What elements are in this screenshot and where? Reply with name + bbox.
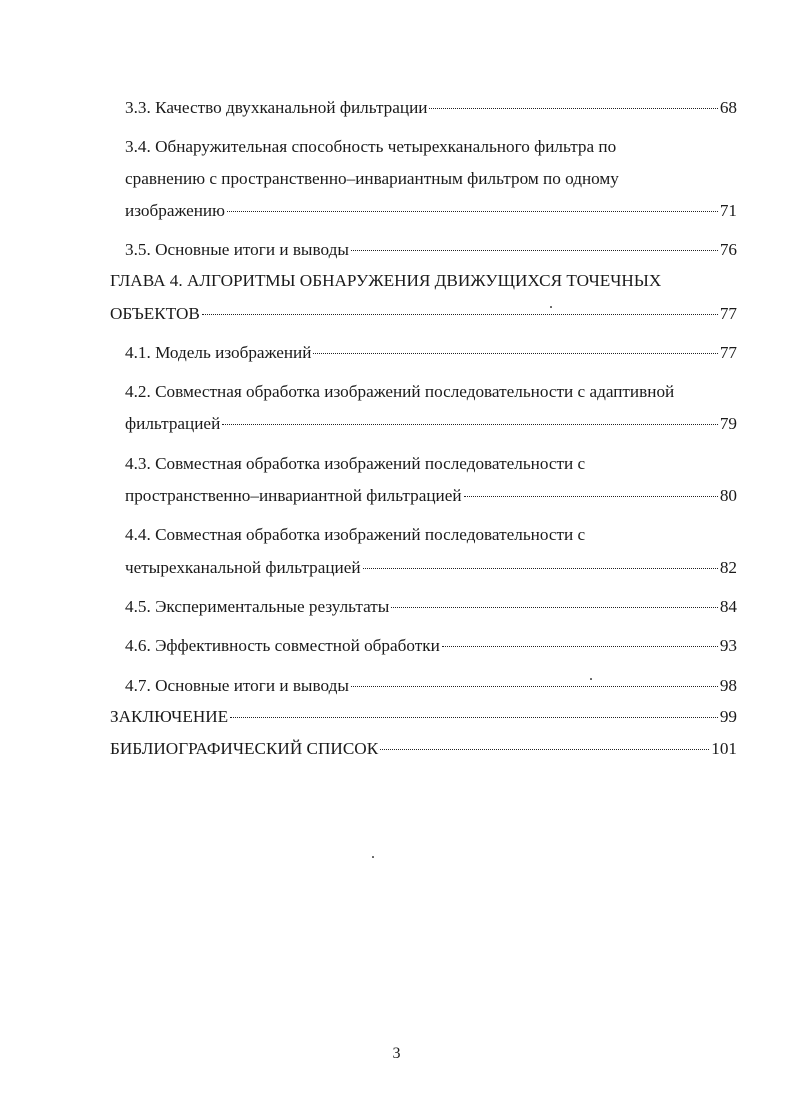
- toc-title: ОБЪЕКТОВ: [110, 304, 200, 323]
- toc-entry-4-1[interactable]: [125, 340, 737, 366]
- toc-entry-3-4-line-3[interactable]: [125, 198, 737, 224]
- toc-entry-4-7[interactable]: [125, 673, 737, 699]
- toc-title: фильтрацией: [125, 414, 221, 433]
- toc-entry-4-2-line-2[interactable]: [125, 411, 737, 437]
- toc-title: пространственно–инвариантной фильтрацией: [125, 486, 462, 505]
- toc-entry-3-4-line-1[interactable]: [125, 134, 737, 160]
- toc-entry-4-5[interactable]: [125, 594, 737, 620]
- toc-page-number: 71: [719, 201, 737, 220]
- toc-title: 4.3. Совместная обработка изображений последовательности с: [125, 454, 586, 473]
- toc-page-number: 82: [719, 558, 737, 577]
- toc-conclusion[interactable]: [110, 704, 737, 730]
- dot-leader: [313, 353, 717, 354]
- toc-title: 3.3. Качество двухканальной фильтрации: [125, 98, 428, 117]
- toc-title: ЗАКЛЮЧЕНИЕ: [110, 707, 229, 726]
- toc-title: 4.1. Модель изображений: [125, 343, 312, 362]
- toc-title: БИБЛИОГРАФИЧЕСКИЙ СПИСОК: [110, 739, 379, 758]
- toc-title: изображению: [125, 201, 225, 220]
- toc-page-number: 79: [719, 414, 737, 433]
- toc-title: четырехканальной фильтрацией: [125, 558, 361, 577]
- scan-speck: [372, 856, 374, 858]
- toc-entry-4-4-line-1[interactable]: [125, 522, 737, 548]
- toc-page-number: 98: [719, 676, 737, 695]
- dot-leader: [464, 496, 718, 497]
- scan-speck: [590, 678, 592, 680]
- toc-page-number: 93: [719, 636, 737, 655]
- dot-leader: [222, 424, 718, 425]
- toc-title: 4.5. Экспериментальные результаты: [125, 597, 390, 616]
- toc-chapter-4-line-1[interactable]: [110, 268, 737, 294]
- toc-page-number: 84: [719, 597, 737, 616]
- toc-entry-3-3[interactable]: [125, 95, 737, 121]
- toc-title: 4.7. Основные итоги и выводы: [125, 676, 349, 695]
- toc-page-number: 77: [719, 304, 737, 323]
- toc-entry-4-3-line-1[interactable]: [125, 451, 737, 477]
- toc-entry-3-4-line-2[interactable]: [125, 166, 737, 192]
- dot-leader: [227, 211, 718, 212]
- dot-leader: [351, 250, 718, 251]
- dot-leader: [363, 568, 718, 569]
- dot-leader: [391, 607, 718, 608]
- toc-entry-4-2-line-1[interactable]: [125, 379, 737, 405]
- toc-title: ГЛАВА 4. АЛГОРИТМЫ ОБНАРУЖЕНИЯ ДВИЖУЩИХСЯ ТОЧЕЧНЫХ: [110, 271, 662, 290]
- toc-title: 4.6. Эффективность совместной обработки: [125, 636, 440, 655]
- toc-page-number: 77: [719, 343, 737, 362]
- dot-leader: [442, 646, 718, 647]
- scan-speck: [550, 306, 552, 308]
- dot-leader: [202, 314, 718, 315]
- dot-leader: [429, 108, 717, 109]
- toc-page-number: 80: [719, 486, 737, 505]
- dot-leader: [380, 749, 709, 750]
- toc-entry-4-6[interactable]: [125, 633, 737, 659]
- toc-entry-3-5[interactable]: [125, 237, 737, 263]
- toc-title: сравнению с пространственно–инвариантным фильтром по одному: [125, 169, 619, 188]
- toc-title: 4.4. Совместная обработка изображений последовательности с: [125, 525, 586, 544]
- toc-title: 3.5. Основные итоги и выводы: [125, 240, 349, 259]
- toc-page-number: 99: [719, 707, 737, 726]
- dot-leader: [351, 686, 718, 687]
- dot-leader: [230, 717, 718, 718]
- toc-entry-4-3-line-2[interactable]: [125, 483, 737, 509]
- toc-page-number: 68: [719, 98, 737, 117]
- toc-entry-4-4-line-2[interactable]: [125, 555, 737, 581]
- page-number: 3: [392, 1045, 401, 1062]
- toc-chapter-4-line-2[interactable]: [110, 301, 737, 327]
- toc-page-number: 76: [719, 240, 737, 259]
- toc-page-number: 101: [711, 739, 737, 758]
- toc-title: 3.4. Обнаружительная способность четырехканального фильтра по: [125, 137, 617, 156]
- toc-bibliography[interactable]: [110, 736, 737, 762]
- toc-title: 4.2. Совместная обработка изображений последовательности с адаптивной: [125, 382, 675, 401]
